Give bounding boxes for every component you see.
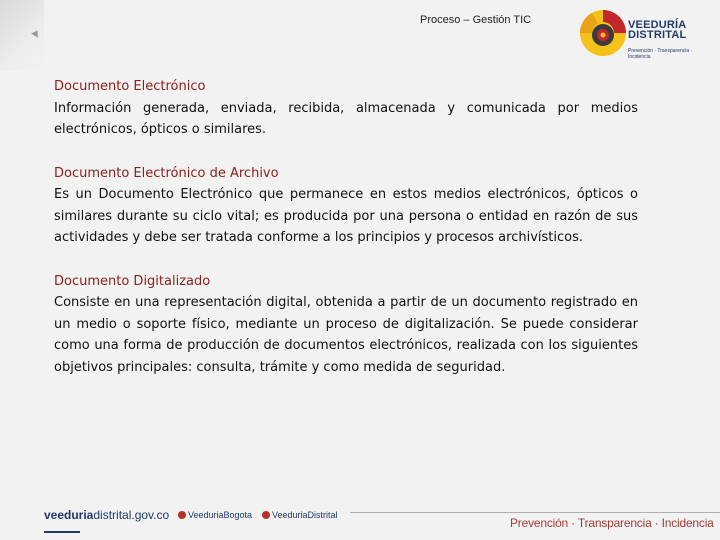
footer-underline (44, 531, 80, 533)
social-icon (178, 511, 186, 519)
footer-social-handle-distrital[interactable] (262, 510, 338, 520)
section-documento-digitalizado (54, 271, 638, 379)
footer-social-handle-bogota[interactable] (178, 510, 252, 520)
footer-handle-text: VeeduriaDistrital (272, 510, 338, 520)
footer-site-bold: veeduria (44, 508, 94, 522)
section-documento-electronico (54, 76, 638, 141)
section-body: Consiste en una representación digital, obtenida a partir de un documento registrado en un medio o soporte físico, mediante un proceso de digitalización. Se puede considerar como una forma de producción de documentos electrónicos, realizada con los siguientes objetivos principales: consulta, trámite y como medida de seguridad. (54, 295, 638, 375)
veeduria-logo (578, 8, 708, 64)
section-title: Documento Digitalizado (54, 273, 211, 289)
logo-name-line2: DISTRITAL (628, 29, 687, 41)
header-subtitle: Proceso – Gestión TIC (420, 14, 532, 26)
seal-icon (578, 8, 628, 58)
section-title: Documento Electrónico (54, 79, 206, 94)
section-body: Información generada, enviada, recibida, almacenada y comunicada por medios electrónicos, ópticos o similares. (54, 100, 638, 137)
footer-website-link[interactable] (44, 508, 169, 522)
footer-motto: Prevención · Transparencia · Incidencia (510, 516, 714, 530)
footer-handle-text: VeeduriaBogota (188, 510, 253, 520)
content-area (54, 76, 638, 400)
logo-name (628, 20, 708, 40)
footer-site-rest: distrital.gov.co (93, 508, 170, 522)
logo-tagline: Prevención · Transparencia · Incidencia (628, 48, 693, 60)
section-body: Es un Documento Electrónico que permanece en estos medios electrónicos, ópticos o similares durante su ciclo vital; es producida por una persona o entidad en razón de sus actividades y debe ser tratada conforme a los principios y procesos archivísticos. (54, 187, 638, 245)
section-title: Documento Electrónico de Archivo (54, 165, 279, 181)
footer-divider (350, 512, 720, 513)
logo-name-line1: VEEDURÍA (628, 19, 687, 31)
social-icon (262, 511, 270, 519)
section-documento-electronico-archivo (54, 163, 638, 249)
footer (0, 500, 720, 540)
